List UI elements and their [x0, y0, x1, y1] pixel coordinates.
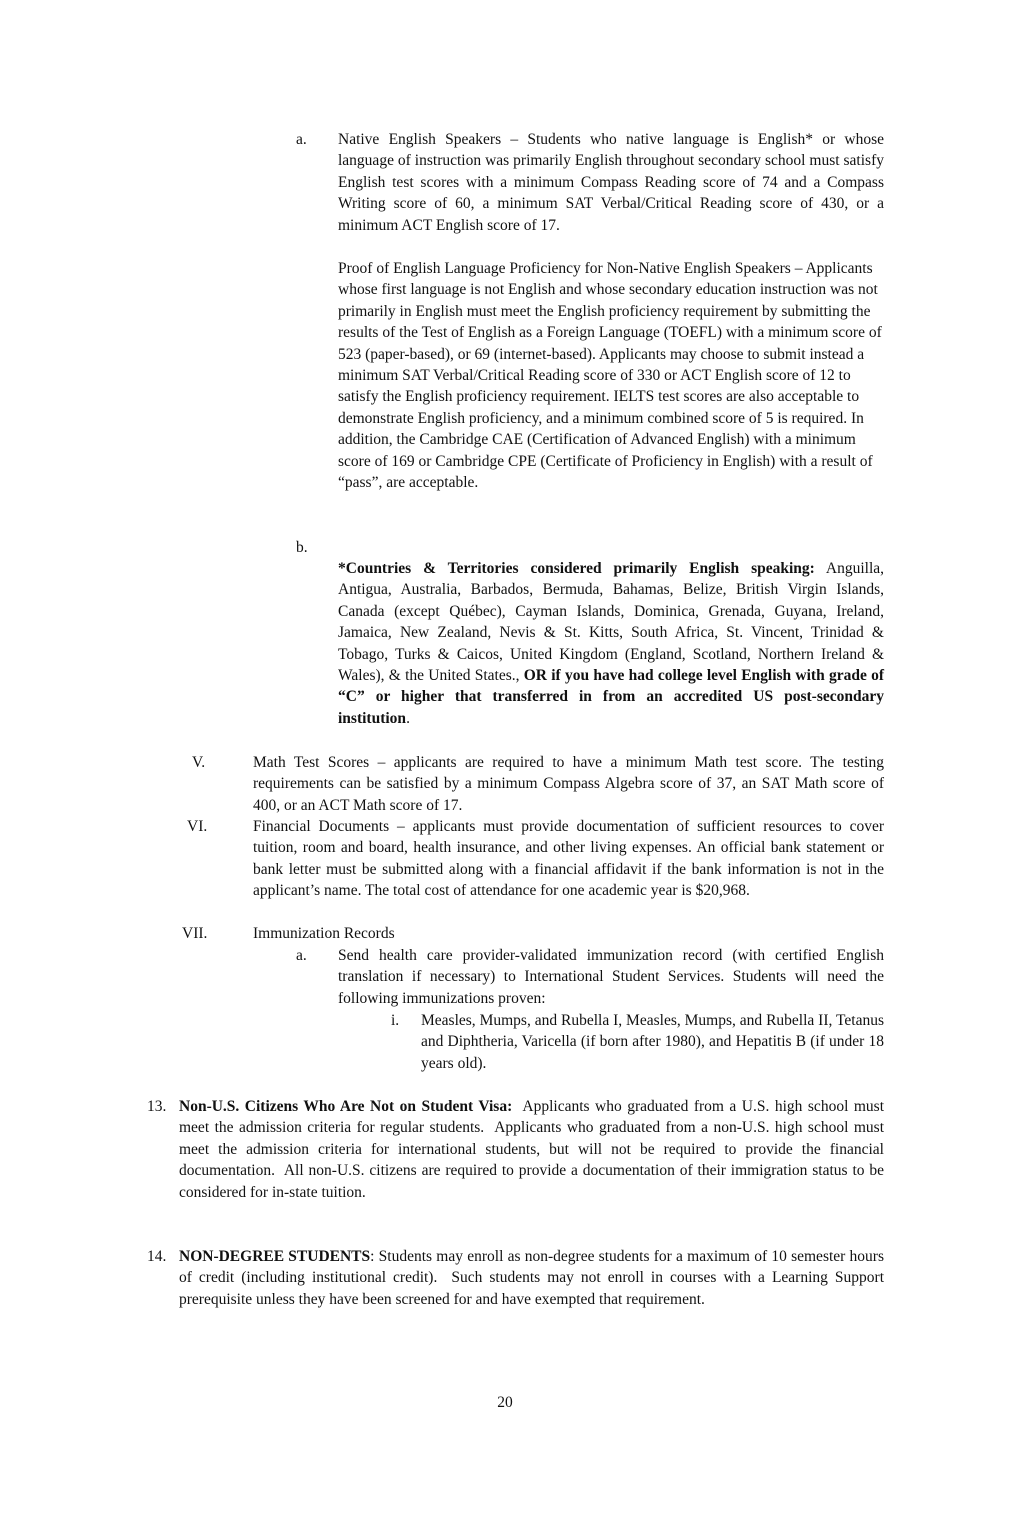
- item-b-marker: b.: [296, 539, 308, 556]
- immunization-record-paragraph: Send health care provider-validated immunization record (with certified English translation if necessary) to International Student Services. Students will need the following immunizations proven:: [338, 947, 884, 1007]
- non-degree-students-paragraph: NON-DEGREE STUDENTS: Students may enroll as non-degree students for a maximum of 10 semester hours of credit (including institutional credit). Such students may not enroll in courses with a Learning Support prerequisite unless they have been screened for and have exempted that requirement.: [179, 1248, 888, 1308]
- non-degree-students-heading: NON-DEGREE STUDENTS: [179, 1248, 371, 1265]
- item-vii-a-i-marker: i.: [391, 1012, 400, 1029]
- item-14-marker: 14.: [147, 1248, 167, 1265]
- immunization-records-heading: Immunization Records: [253, 925, 395, 942]
- proof-of-english-proficiency-paragraph: Proof of English Language Proficiency for Non-Native English Speakers – Applicants whose first language is not English and whose secondary education instruction was not primarily in English must meet the English proficiency requirement by submitting the results of the Test of English as a Foreign Language (TOEFL) with a minimum score of 523 (paper-based), or 69 (internet-based). Applicants may choose to submit instead a minimum SAT Verbal/Critical Reading score of 330 or ACT English score of 12 to satisfy the English proficiency requirement. IELTS test scores are also acceptable to demonstrate English proficiency, and a minimum combined score of 5 is required. In addition, the Cambridge CAE (Certification of Advanced English) with a minimum score of 169 or Cambridge CPE (Certificate of Proficiency in English) with a result of “pass”, are acceptable.: [338, 260, 882, 492]
- non-us-citizens-paragraph: Non-U.S. Citizens Who Are Not on Student Visa: Applicants who graduated from a U.S. high school must meet the admission criteria for regular students. Applicants who graduated from a non-U.S. high school must meet the admission criteria for international students, but will not be required to provide the financial documentation. All non-U.S. citizens are required to provide a documentation of their immigration status to be considered for in-state tuition.: [179, 1098, 888, 1201]
- item-v-marker: V.: [192, 754, 206, 771]
- english-speaking-countries-paragraph: *Countries & Territories considered primarily English speaking: Anguilla, Antigua, Australia, Barbados, Bermuda, Bahamas, Belize, British Virgin Islands, Canada (except Québec), Cayman Islands, Dominica, Grenada, Guyana, Ireland, Jamaica, New Zealand, Nevis & St. Kitts, South Africa, St. Vincent, Trinidad & Tobago, Turks & Caicos, United Kingdom (England, Scotland, Northern Ireland & Wales), & the United States., OR if you have had college level English with grade of “C” or higher that transferred in from an accredited US post-secondary institution.: [338, 560, 885, 727]
- financial-documents-paragraph: Financial Documents – applicants must provide documentation of sufficient resources to cover tuition, room and board, health insurance, and other living expenses. An official bank statement or bank letter must be submitted along with a financial affidavit if the bank information is not in the applicant’s name. The total cost of attendance for one academic year is $20,968.: [253, 818, 884, 900]
- item-13-marker: 13.: [147, 1098, 167, 1115]
- math-test-scores-paragraph: Math Test Scores – applicants are required to have a minimum Math test score. The testing requirements can be satisfied by a minimum Compass Algebra score of 37, an SAT Math score of 400, or an ACT Math score of 17.: [253, 754, 884, 814]
- required-immunizations-paragraph: Measles, Mumps, and Rubella I, Measles, Mumps, and Rubella II, Tetanus and Diphtheria, Varicella (if born after 1980), and Hepatitis B (if under 18 years old).: [421, 1012, 884, 1072]
- countries-list: Anguilla, Antigua, Australia, Barbados, Bermuda, Bahamas, Belize, British Virgin Islands, Canada (except Québec), Cayman Islands, Dominica, Grenada, Guyana, Ireland, Jamaica, New Zealand, Nevis & St. Kitts, South Africa, St. Vincent, Trinidad & Tobago, Turks & Caicos, United Kingdom (England, Scotland, Northern Ireland & Wales), & the United States.,: [338, 560, 885, 685]
- college-english-clause: OR if you have had college level English with grade of “C” or higher that transferred in from an accredited US post-secondary institution: [338, 667, 884, 727]
- non-us-citizens-heading: Non-U.S. Citizens Who Are Not on Student Visa:: [179, 1098, 513, 1115]
- countries-heading: *Countries & Territories considered primarily English speaking:: [338, 560, 815, 577]
- item-vii-a-marker: a.: [296, 947, 307, 964]
- item-vi-marker: VI.: [187, 818, 208, 835]
- page-number: 20: [497, 1394, 513, 1411]
- item-vii-marker: VII.: [182, 925, 208, 942]
- item-a-marker: a.: [296, 131, 307, 148]
- native-english-speakers-paragraph: Native English Speakers – Students who native language is English* or whose language of instruction was primarily English throughout secondary school must satisfy English test scores with a minimum Compass Reading score of 74 and a Compass Writing score of 60, a minimum SAT Verbal/Critical Reading score of 430, or a minimum ACT English score of 17.: [338, 131, 884, 234]
